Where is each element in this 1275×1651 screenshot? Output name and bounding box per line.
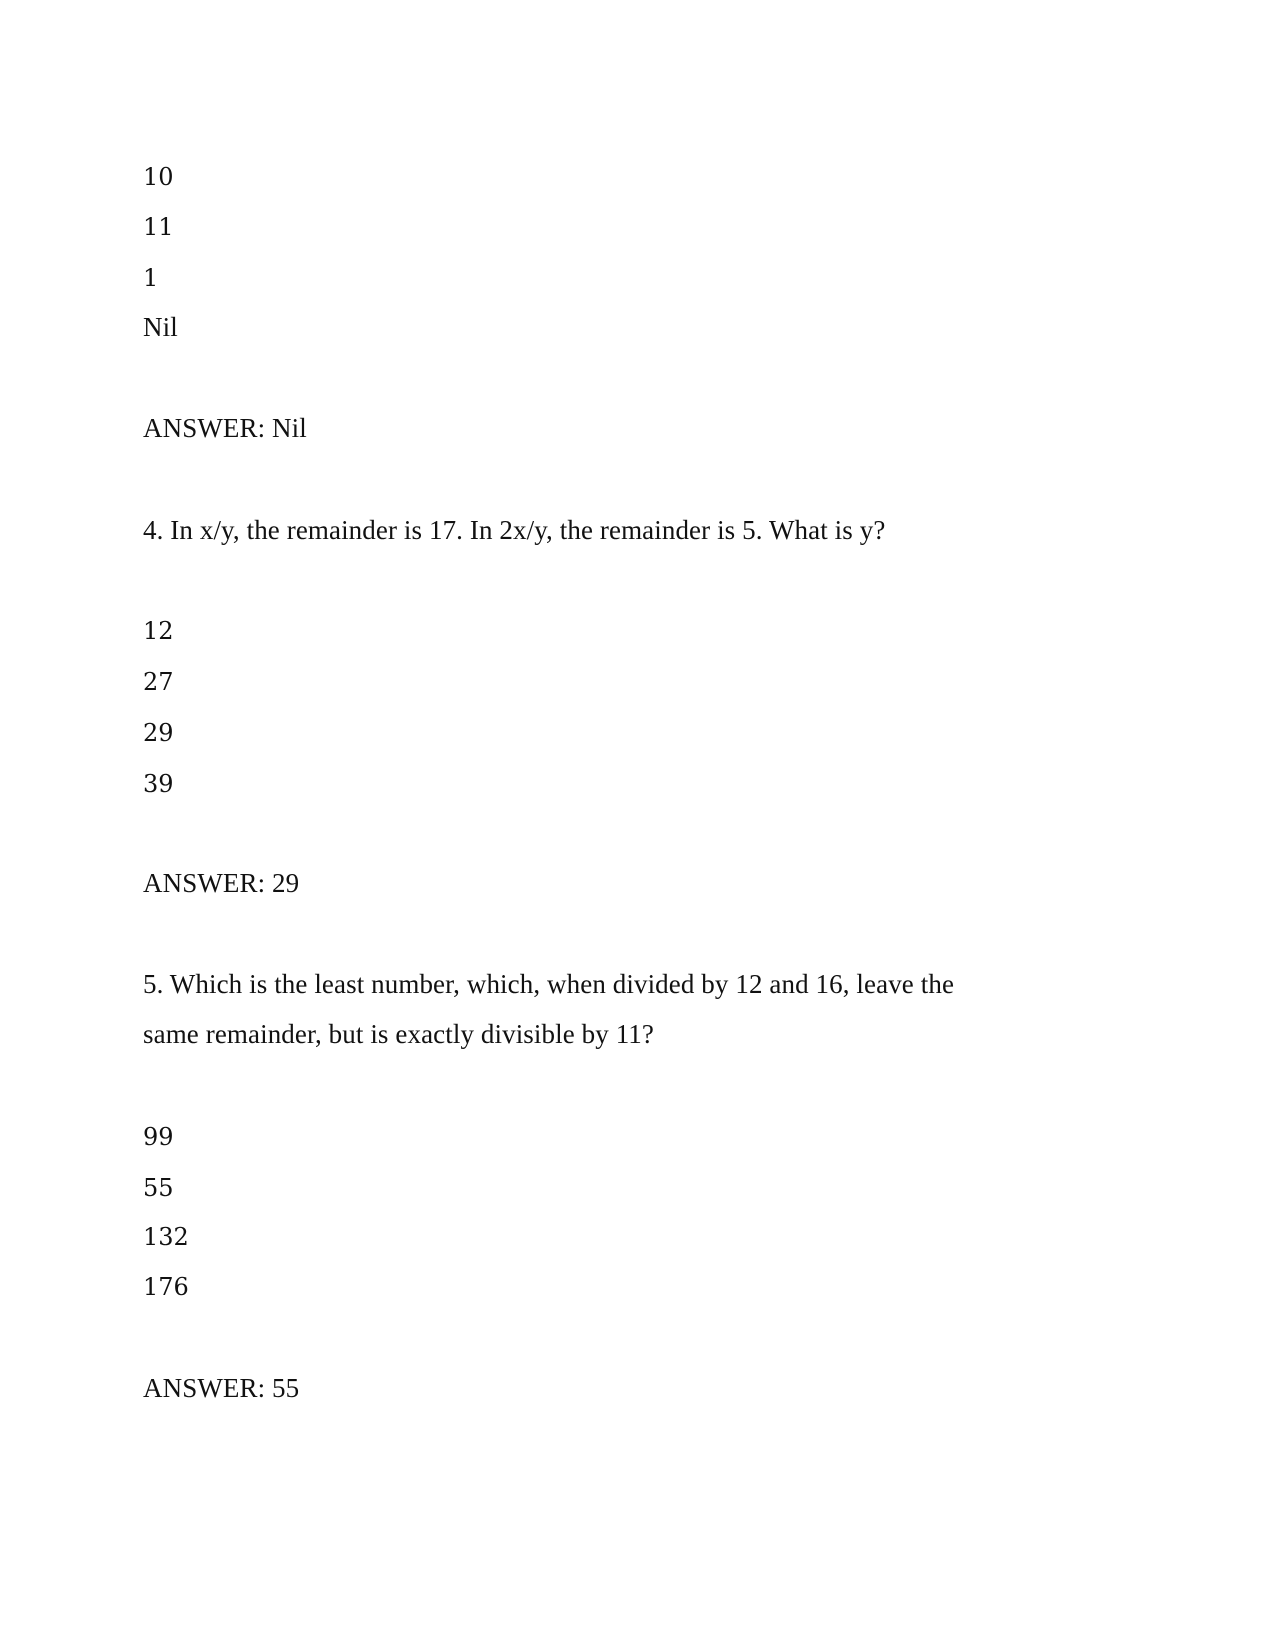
option: 176 [143, 1273, 189, 1301]
answer-4: ANSWER: 29 [143, 868, 300, 898]
option: 12 [143, 617, 174, 645]
question-5-line-2: same remainder, but is exactly divisible by 11? [143, 1019, 654, 1049]
answer-5: ANSWER: 55 [143, 1373, 300, 1403]
option: 55 [143, 1174, 174, 1202]
question-4: 4. In x/y, the remainder is 17. In 2x/y, the remainder is 5. What is y? [143, 515, 886, 545]
option: 10 [143, 163, 174, 191]
answer-3: ANSWER: Nil [143, 413, 307, 443]
question-5-line-1: 5. Which is the least number, which, when divided by 12 and 16, leave the [143, 969, 955, 999]
option: 132 [143, 1223, 189, 1251]
option: 99 [143, 1123, 174, 1151]
option: 11 [143, 213, 174, 241]
option: 39 [143, 770, 174, 798]
option: 27 [143, 668, 174, 696]
option: 1 [143, 264, 159, 292]
option: Nil [143, 312, 178, 342]
option: 29 [143, 719, 174, 747]
